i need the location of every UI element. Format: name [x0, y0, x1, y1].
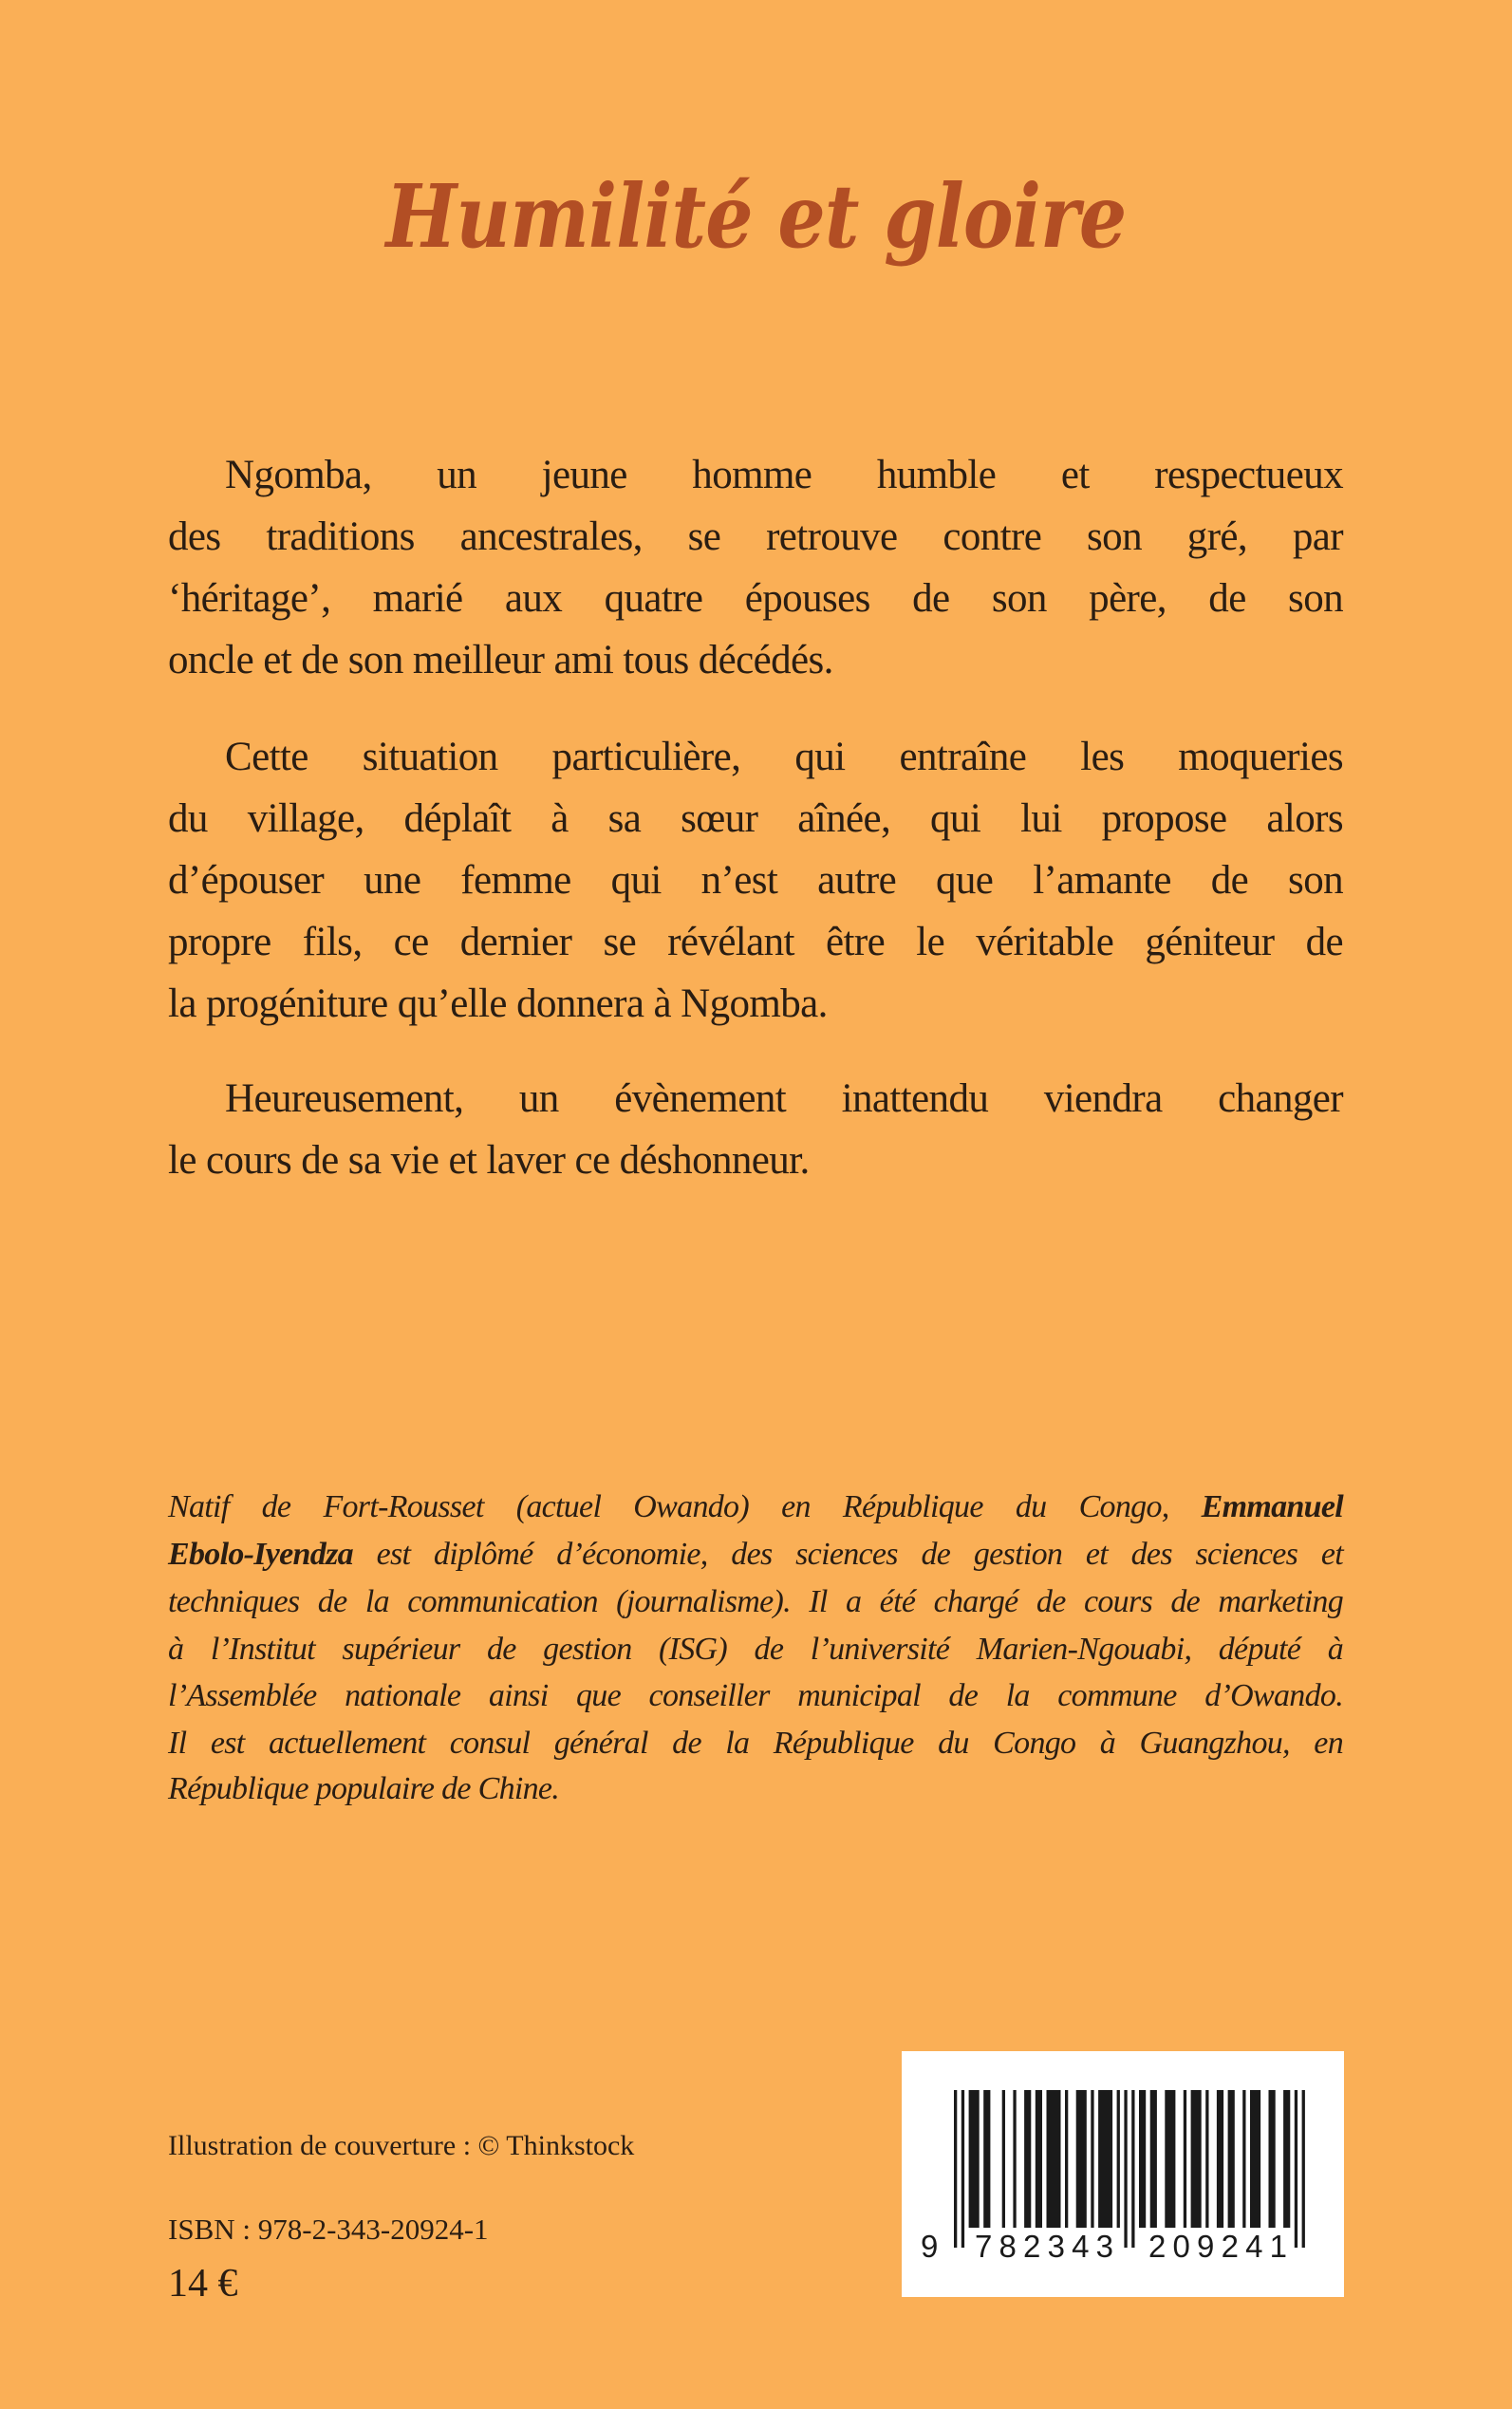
barcode-first-digit: 9 [921, 2229, 939, 2264]
bio-line3: techniques de la communication (journalisme). Il a été chargé de cours de marketing [168, 1584, 1343, 1619]
bio-line7: République populaire de Chine. [168, 1771, 560, 1806]
illustration-credit: Illustration de couverture : © Thinkstock [168, 2130, 635, 2161]
bio-line6: Il est actuellement consul général de la République du Congo à Guangzhou, en [168, 1726, 1343, 1761]
bio-line4: à l’Institut supérieur de gestion (ISG) de l’université Marien-Ngouabi, député à [168, 1632, 1343, 1667]
bio-line2-text: est diplômé d’économie, des sciences de gestion et des sciences et [352, 1537, 1343, 1572]
barcode-right-digits: 209241 [1148, 2229, 1287, 2264]
blurb-p1-line4: oncle et de son meilleur ami tous décédés. [168, 638, 833, 682]
bio-line1 [168, 1488, 1343, 1526]
blurb-p2-line4: propre fils, ce dernier se révélant être le véritable géniteur de [168, 920, 1343, 964]
blurb-p1-line1: Ngomba, un jeune homme humble et respectueux [225, 453, 1343, 497]
author-last-name: Ebolo-Iyendza [168, 1537, 353, 1572]
blurb-p2-line3: d’épouser une femme qui n’est autre que l’amante de son [168, 858, 1343, 903]
bio-line5: l’Assemblée nationale ainsi que conseiller municipal de la commune d’Owando. [168, 1678, 1343, 1713]
bio-line2 [168, 1536, 1343, 1574]
author-first-name: Emmanuel [1201, 1489, 1343, 1524]
blurb-p1-line2: des traditions ancestrales, se retrouve contre son gré, par [168, 514, 1343, 559]
blurb-p3-line1: Heureusement, un évènement inattendu viendra changer [225, 1076, 1343, 1121]
blurb-p2-line5: la progéniture qu’elle donnera à Ngomba. [168, 981, 828, 1026]
isbn-text: ISBN : 978-2-343-20924-1 [168, 2213, 489, 2246]
barcode-left-digits: 782343 [975, 2229, 1113, 2264]
isbn-barcode [902, 2051, 1344, 2297]
price: 14 € [168, 2262, 238, 2306]
book-title: Humilité et gloire [385, 165, 1127, 268]
barcode-bars-icon [902, 2051, 1344, 2297]
blurb-p2-line1: Cette situation particulière, qui entraîne les moqueries [225, 735, 1343, 779]
blurb-p1-line3: ‘héritage’, marié aux quatre épouses de son père, de son [168, 576, 1343, 621]
bio-line1-text: Natif de Fort-Rousset (actuel Owando) en République du Congo, [168, 1489, 1202, 1524]
blurb-p3-line2: le cours de sa vie et laver ce déshonneur. [168, 1138, 810, 1183]
blurb-p2-line2: du village, déplaît à sa sœur aînée, qui lui propose alors [168, 796, 1343, 841]
